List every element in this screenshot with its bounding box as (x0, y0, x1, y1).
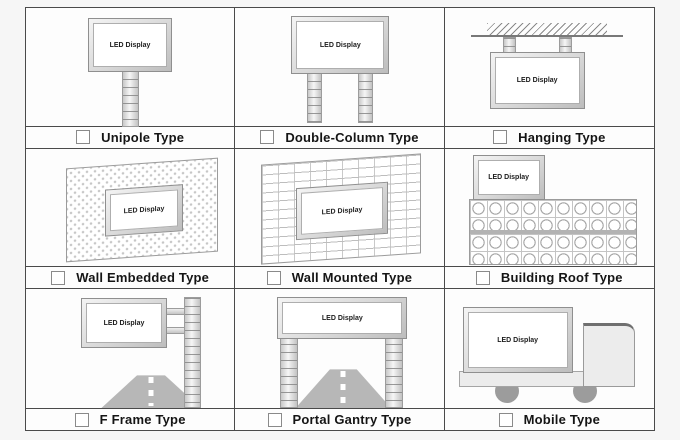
checkbox-wall-embedded[interactable] (51, 271, 65, 285)
cell-wall-mounted (235, 149, 444, 290)
led-display-text: LED Display (321, 314, 363, 322)
cell-label: Building Roof Type (500, 270, 623, 286)
hanging-drawing (445, 8, 654, 127)
led-display-text: LED Display (488, 173, 530, 181)
ceiling-hatch-icon (487, 23, 607, 35)
led-display-board (88, 18, 172, 72)
cell-unipole (26, 8, 235, 149)
led-screen (495, 57, 580, 104)
led-display-text: LED Display (319, 41, 361, 49)
checkbox-unipole[interactable] (76, 130, 90, 144)
cell-label: Double-Column Type (285, 129, 419, 145)
building-facade (469, 199, 637, 265)
led-screen (301, 187, 383, 235)
led-display-board (105, 184, 183, 236)
led-display-text: LED Display (109, 41, 151, 49)
cell-mobile (445, 289, 654, 430)
led-display-text: LED Display (123, 205, 165, 215)
led-display-text: LED Display (103, 319, 145, 327)
cell-building-roof (445, 149, 654, 290)
double-column-drawing (235, 8, 443, 127)
upper-arm (164, 308, 186, 315)
road (295, 369, 391, 408)
cell-label: Hanging Type (518, 129, 606, 145)
ceiling-line (471, 35, 623, 37)
cell-hanging (445, 8, 654, 149)
checkbox-building-roof[interactable] (476, 271, 490, 285)
cell-label: F Frame Type (99, 412, 186, 427)
led-screen (296, 21, 384, 69)
cell-label: Mobile Type (523, 412, 600, 427)
label-bar (235, 408, 443, 430)
left-column-pole (307, 72, 322, 123)
led-display-board (463, 307, 573, 373)
cell-double-column (235, 8, 444, 149)
led-screen (282, 302, 402, 334)
led-display-text: LED Display (497, 336, 539, 344)
cell-f-frame (26, 289, 235, 430)
label-bar (26, 266, 234, 288)
led-screen (110, 189, 178, 231)
led-screen (468, 312, 568, 368)
checkbox-f-frame[interactable] (75, 413, 89, 427)
led-display-board (473, 155, 545, 200)
brick-wall (261, 153, 421, 264)
cell-wall-embedded (26, 149, 235, 290)
checkbox-hanging[interactable] (493, 130, 507, 144)
lower-arm (164, 327, 186, 334)
led-display-board (81, 298, 167, 348)
label-bar (26, 126, 234, 148)
cell-label: Portal Gantry Type (292, 412, 412, 427)
unipole-drawing (26, 8, 234, 127)
led-display-board (296, 181, 388, 239)
label-bar (235, 266, 443, 288)
led-display-board (490, 52, 585, 109)
right-gantry-column (385, 335, 403, 408)
checkbox-double-column[interactable] (260, 130, 274, 144)
f-frame-drawing (26, 289, 234, 409)
cell-portal-gantry (235, 289, 444, 430)
checkbox-portal-gantry[interactable] (268, 413, 282, 427)
wall-mounted-drawing (235, 149, 443, 268)
label-bar (445, 126, 654, 148)
checkbox-mobile[interactable] (499, 413, 513, 427)
cell-label: Wall Mounted Type (291, 270, 413, 286)
label-bar (26, 408, 234, 430)
truck-cab (583, 323, 635, 387)
led-display-text: LED Display (321, 205, 363, 216)
label-bar (445, 408, 654, 430)
road-center-line (149, 377, 154, 406)
unipole-pole (122, 70, 139, 127)
led-display-board (291, 16, 389, 74)
right-column-pole (358, 72, 373, 123)
led-screen (478, 160, 540, 195)
portal-gantry-drawing (235, 289, 443, 409)
mobile-truck-drawing (445, 289, 654, 409)
label-bar (445, 266, 654, 288)
led-display-text: LED Display (516, 77, 558, 84)
cell-label: Wall Embedded Type (76, 270, 210, 286)
checkbox-wall-mounted[interactable] (267, 271, 281, 285)
led-screen (93, 23, 167, 67)
textured-wall (66, 157, 218, 262)
wall-embedded-drawing (26, 149, 234, 268)
led-screen (86, 303, 162, 343)
label-bar (235, 126, 443, 148)
f-frame-pole (184, 297, 201, 408)
installation-types-grid (25, 7, 655, 431)
led-display-board (277, 297, 407, 339)
building-roof-drawing (445, 149, 654, 268)
left-gantry-column (280, 335, 298, 408)
cell-label: Unipole Type (101, 129, 185, 145)
road-center-line (341, 371, 346, 406)
